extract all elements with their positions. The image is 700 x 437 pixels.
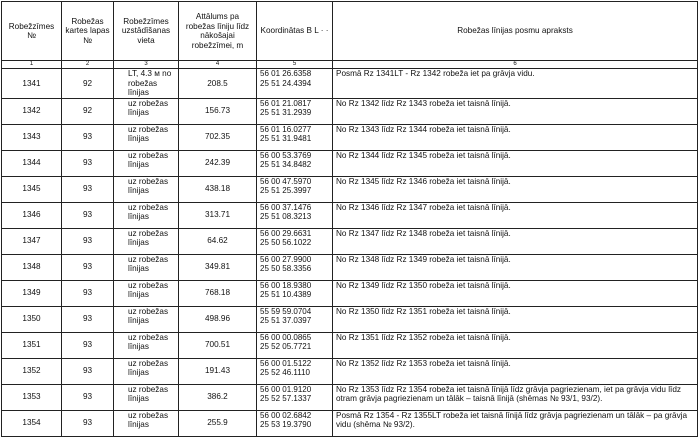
distance-value: 438.18 — [179, 176, 257, 202]
map-sheet-number: 93 — [62, 176, 114, 202]
map-sheet-number: 93 — [62, 384, 114, 410]
coordinate-l: 25 51 34.8482 — [260, 160, 312, 169]
coordinates-cell — [257, 150, 333, 176]
coordinate-b: 56 01 16.0277 — [260, 124, 312, 134]
distance-value: 349.81 — [179, 254, 257, 280]
table-row — [2, 202, 698, 228]
segment-description: No Rz 1353 līdz Rz 1354 robeža iet taisnā līnijā līdz grāvja pagriezienam, iet pa grāvja vidu līdz otram grāvja pagriezienam un tālāk – taisnā līnijā (shēmas № 93/1, 93/2). — [333, 384, 698, 410]
map-sheet-number: 93 — [62, 306, 114, 332]
install-place: uz robežas līnijas — [114, 410, 179, 436]
install-place: uz robežas līnijas — [114, 202, 179, 228]
distance-value: 702.35 — [179, 124, 257, 150]
segment-description: No Rz 1342 līdz Rz 1343 robeža iet taisnā līnijā. — [333, 98, 698, 124]
table-row — [2, 150, 698, 176]
map-sheet-number: 92 — [62, 69, 114, 99]
distance-value: 313.71 — [179, 202, 257, 228]
table-row — [2, 280, 698, 306]
coordinates-cell — [257, 358, 333, 384]
column-number: 1 — [2, 61, 62, 69]
coordinate-b: 56 00 00.0865 — [260, 332, 312, 342]
coordinate-l: 25 50 58.3356 — [260, 264, 312, 273]
distance-value: 242.39 — [179, 150, 257, 176]
table-row — [2, 384, 698, 410]
coordinates-cell — [257, 280, 333, 306]
coordinate-l: 25 52 05.7721 — [260, 342, 312, 351]
marker-number: 1350 — [2, 306, 62, 332]
segment-description: No Rz 1343 līdz Rz 1344 robeža iet taisnā līnijā. — [333, 124, 698, 150]
coordinates-cell — [257, 98, 333, 124]
map-sheet-number: 93 — [62, 358, 114, 384]
header-description: Robežas līnijas posmu apraksts — [333, 2, 698, 61]
marker-number: 1347 — [2, 228, 62, 254]
marker-number: 1351 — [2, 332, 62, 358]
install-place: uz robežas līnijas — [114, 332, 179, 358]
coordinate-b: 56 00 27.9900 — [260, 254, 312, 264]
table-row — [2, 254, 698, 280]
boundary-table — [1, 1, 698, 437]
install-place: uz robežas līnijas — [114, 384, 179, 410]
distance-value: 700.51 — [179, 332, 257, 358]
marker-number: 1352 — [2, 358, 62, 384]
coordinate-l: 25 51 31.9481 — [260, 134, 312, 143]
marker-number: 1346 — [2, 202, 62, 228]
coordinates-cell — [257, 332, 333, 358]
segment-description: No Rz 1347 līdz Rz 1348 robeža iet taisnā līnijā. — [333, 228, 698, 254]
coordinates-cell — [257, 228, 333, 254]
column-number: 5 — [257, 61, 333, 69]
coordinate-l: 25 53 19.3790 — [260, 420, 312, 429]
distance-value: 768.18 — [179, 280, 257, 306]
coordinates-cell — [257, 69, 333, 99]
table-row — [2, 306, 698, 332]
marker-number: 1344 — [2, 150, 62, 176]
header-row — [2, 2, 698, 61]
header-distance: Attālums pa robežas līniju līdz nākošajai robežzīmei, m — [179, 2, 257, 61]
segment-description: No Rz 1351 līdz Rz 1352 robeža iet taisnā līnijā. — [333, 332, 698, 358]
map-sheet-number: 93 — [62, 254, 114, 280]
header-install-place: Robežzīmes uzstādīšanas vieta — [114, 2, 179, 61]
install-place: uz robežas līnijas — [114, 124, 179, 150]
segment-description: No Rz 1348 līdz Rz 1349 robeža iet taisnā līnijā. — [333, 254, 698, 280]
table-row — [2, 124, 698, 150]
coordinate-b: 56 00 29.6631 — [260, 228, 312, 238]
coordinate-b: 56 00 01.9120 — [260, 384, 312, 394]
table-row — [2, 358, 698, 384]
coordinate-l: 25 52 46.1110 — [260, 368, 310, 377]
coordinates-cell — [257, 306, 333, 332]
segment-description: No Rz 1345 līdz Rz 1346 robeža iet taisnā līnijā. — [333, 176, 698, 202]
coordinate-b: 55 59 59.0704 — [260, 306, 312, 316]
coordinates-cell — [257, 410, 333, 436]
map-sheet-number: 93 — [62, 410, 114, 436]
table-row — [2, 332, 698, 358]
map-sheet-number: 92 — [62, 98, 114, 124]
coordinate-l: 25 51 08.3213 — [260, 212, 312, 221]
table-body — [2, 69, 698, 437]
header-marker-no: Robežzīmes № — [2, 2, 62, 61]
distance-value: 191.43 — [179, 358, 257, 384]
coordinate-l: 25 51 37.0397 — [260, 316, 312, 325]
install-place: uz robežas līnijas — [114, 176, 179, 202]
distance-value: 386.2 — [179, 384, 257, 410]
map-sheet-number: 93 — [62, 202, 114, 228]
segment-description: No Rz 1344 līdz Rz 1345 robeža iet taisnā līnijā. — [333, 150, 698, 176]
install-place: uz robežas līnijas — [114, 280, 179, 306]
distance-value: 498.96 — [179, 306, 257, 332]
table-row — [2, 69, 698, 99]
header-coordinates: Koordinātas B L · · — [257, 2, 333, 61]
coordinate-b: 56 00 18.9380 — [260, 280, 312, 290]
distance-value: 255.9 — [179, 410, 257, 436]
install-place: uz robežas līnijas — [114, 254, 179, 280]
header-map-sheet: Robežas kartes lapas № — [62, 2, 114, 61]
table-row — [2, 98, 698, 124]
coordinates-cell — [257, 202, 333, 228]
coordinate-b: 56 01 21.0817 — [260, 98, 312, 108]
table-row — [2, 176, 698, 202]
coordinate-b: 56 00 02.6842 — [260, 410, 312, 420]
marker-number: 1349 — [2, 280, 62, 306]
segment-description: No Rz 1352 līdz Rz 1353 robeža iet taisnā līnijā. — [333, 358, 698, 384]
map-sheet-number: 93 — [62, 124, 114, 150]
column-number: 6 — [333, 61, 698, 69]
coordinates-cell — [257, 384, 333, 410]
marker-number: 1345 — [2, 176, 62, 202]
marker-number: 1354 — [2, 410, 62, 436]
install-place: uz robežas līnijas — [114, 358, 179, 384]
column-number: 2 — [62, 61, 114, 69]
marker-number: 1353 — [2, 384, 62, 410]
coordinate-l: 25 51 25.3997 — [260, 186, 312, 195]
install-place: uz robežas līnijas — [114, 228, 179, 254]
install-place: uz robežas līnijas — [114, 150, 179, 176]
column-number: 3 — [114, 61, 179, 69]
install-place: LT, 4.3 м no robežas līnijas — [114, 69, 179, 99]
marker-number: 1342 — [2, 98, 62, 124]
distance-value: 208.5 — [179, 69, 257, 99]
marker-number: 1343 — [2, 124, 62, 150]
table-row — [2, 228, 698, 254]
coordinate-b: 56 00 37.1476 — [260, 202, 312, 212]
segment-description: No Rz 1349 līdz Rz 1350 robeža iet taisnā līnijā. — [333, 280, 698, 306]
marker-number: 1341 — [2, 69, 62, 99]
marker-number: 1348 — [2, 254, 62, 280]
coordinate-b: 56 00 01.5122 — [260, 358, 312, 368]
coordinate-l: 25 52 57.1337 — [260, 394, 312, 403]
segment-description: Posmā Rz 1341LT - Rz 1342 robeža iet pa grāvja vidu. — [333, 69, 698, 99]
coordinate-b: 56 01 26.6358 — [260, 69, 312, 78]
map-sheet-number: 93 — [62, 280, 114, 306]
map-sheet-number: 93 — [62, 332, 114, 358]
coordinates-cell — [257, 254, 333, 280]
segment-description: Posmā Rz 1354 - Rz 1355LT robeža iet taisnā līnijā līdz grāvja pagriezienam un tālāk – pa grāvja vidu (shēma № 93/2). — [333, 410, 698, 436]
coordinates-cell — [257, 124, 333, 150]
coordinate-l: 25 51 24.4394 — [260, 78, 312, 88]
distance-value: 64.62 — [179, 228, 257, 254]
coordinates-cell — [257, 176, 333, 202]
install-place: uz robežas līnijas — [114, 306, 179, 332]
coordinate-b: 56 00 47.5970 — [260, 176, 312, 186]
coordinate-l: 25 50 56.1022 — [260, 238, 312, 247]
segment-description: No Rz 1346 līdz Rz 1347 robeža iet taisnā līnijā. — [333, 202, 698, 228]
table-row — [2, 410, 698, 436]
column-number-row — [2, 61, 698, 69]
column-number: 4 — [179, 61, 257, 69]
distance-value: 156.73 — [179, 98, 257, 124]
segment-description: No Rz 1350 līdz Rz 1351 robeža iet taisnā līnijā. — [333, 306, 698, 332]
install-place: uz robežas līnijas — [114, 98, 179, 124]
coordinate-l: 25 51 10.4389 — [260, 290, 312, 299]
coordinate-l: 25 51 31.2939 — [260, 108, 312, 117]
map-sheet-number: 93 — [62, 150, 114, 176]
map-sheet-number: 93 — [62, 228, 114, 254]
coordinate-b: 56 00 53.3769 — [260, 150, 312, 160]
